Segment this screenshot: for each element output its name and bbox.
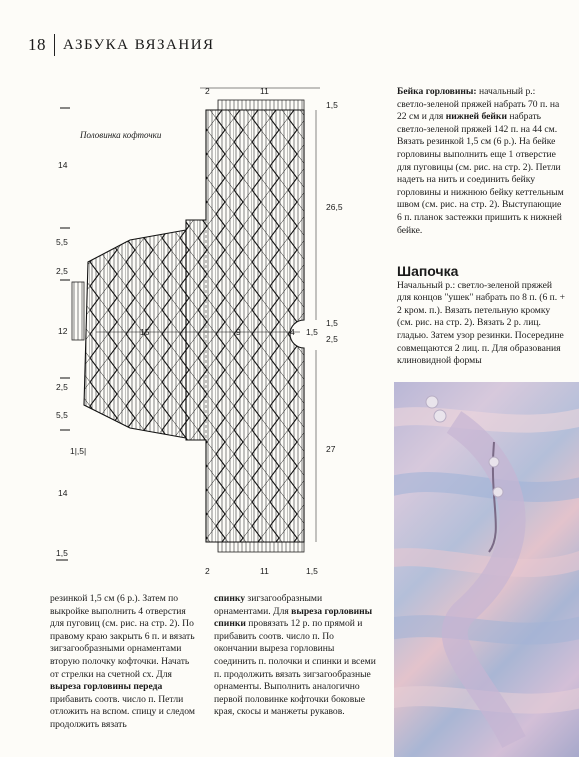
svg-text:11: 11 bbox=[260, 86, 269, 96]
svg-text:4: 4 bbox=[290, 327, 295, 337]
back-instructions: спинку зигзагообразными орнаментами. Для выреза горловины спинки провязать 12 р. по прямой и прибавить соотв. число п. По окончании выреза горловины соединить п. полочки и спинки и всеми п. продолжить вязать зигзагообразные орнаменты. Выполнить аналогично первой половинке кофточки боковые края, скосы и манжеты рукавов. bbox=[214, 593, 376, 718]
svg-text:5,5: 5,5 bbox=[56, 237, 68, 247]
cap-instructions: Шапочка Начальный р.: светло-зеленой пряжей для концов "ушек" набрать по 8 п. (6 п. + 2 кром. п.). Вязать петельную кромку (см. рис. на стр. 2). Вязать 2 р. лиц. гладью. Затем узор резинки. Посередине совмещаются 2 лиц. п. Для образования клиновидной формы bbox=[397, 263, 566, 367]
svg-text:1,5: 1,5 bbox=[56, 548, 68, 558]
book-title: АЗБУКА ВЯЗАНИЯ bbox=[63, 36, 215, 53]
svg-text:1,5: 1,5 bbox=[326, 318, 338, 328]
svg-text:1,5: 1,5 bbox=[326, 100, 338, 110]
garment-outline bbox=[72, 100, 304, 552]
svg-text:2,5: 2,5 bbox=[326, 334, 338, 344]
page-header bbox=[28, 34, 215, 56]
svg-text:15: 15 bbox=[140, 327, 150, 337]
svg-text:2: 2 bbox=[205, 566, 210, 576]
schema-title: Половинка кофточки bbox=[80, 130, 162, 140]
svg-text:1,5: 1,5 bbox=[306, 566, 318, 576]
svg-text:1,5: 1,5 bbox=[306, 327, 318, 337]
svg-text:1|,5|: 1|,5| bbox=[70, 446, 87, 456]
svg-text:12: 12 bbox=[58, 326, 68, 336]
cap-heading: Шапочка bbox=[397, 263, 459, 279]
svg-text:2: 2 bbox=[205, 86, 210, 96]
right-dimensions bbox=[316, 110, 343, 542]
knit-fabric-photo bbox=[394, 382, 579, 757]
neckband-instructions: Бейка горловины: начальный р.: светло-зеленой пряжей набрать 70 п. на 22 см и для нижней бейки набрать светло-зеленой пряжей 142 п. на 44 см. Вязать резинкой 1,5 см (6 р.). На бейке горловины выполнить еще 1 отверстие для пуговицы (см. рис. на стр. 2). Петли надеть на нить и соединить бейку горловины и нижнюю бейку кеттельным швом (см. рис. на стр. 2). Выступающие 6 п. планок застежки пришить к нижней бейке. bbox=[397, 86, 564, 236]
svg-text:26,5: 26,5 bbox=[326, 202, 343, 212]
svg-text:14: 14 bbox=[58, 488, 68, 498]
front-instructions: резинкой 1,5 см (6 р.). Затем по выкройке выполнить 4 отверстия для пуговиц (см. рис. на стр. 2). По правому краю закрыть 6 п. и вязать зигзагообразными орнаментами вторую полочку кофточки. Начать от стрелки на счетной сх. Для выреза горловины переда прибавить соотв. число п. Петли отложить на вспом. спицу и следом продолжить вязать bbox=[50, 593, 195, 730]
svg-text:11: 11 bbox=[260, 566, 269, 576]
knitting-schema bbox=[0, 70, 395, 590]
header-divider bbox=[54, 34, 55, 56]
svg-text:2,5: 2,5 bbox=[56, 382, 68, 392]
svg-text:14: 14 bbox=[58, 160, 68, 170]
svg-text:27: 27 bbox=[326, 444, 336, 454]
svg-text:9: 9 bbox=[236, 327, 241, 337]
svg-text:5,5: 5,5 bbox=[56, 410, 68, 420]
page-number: 18 bbox=[28, 35, 46, 54]
svg-text:2,5: 2,5 bbox=[56, 266, 68, 276]
bottom-dimensions bbox=[205, 566, 318, 576]
